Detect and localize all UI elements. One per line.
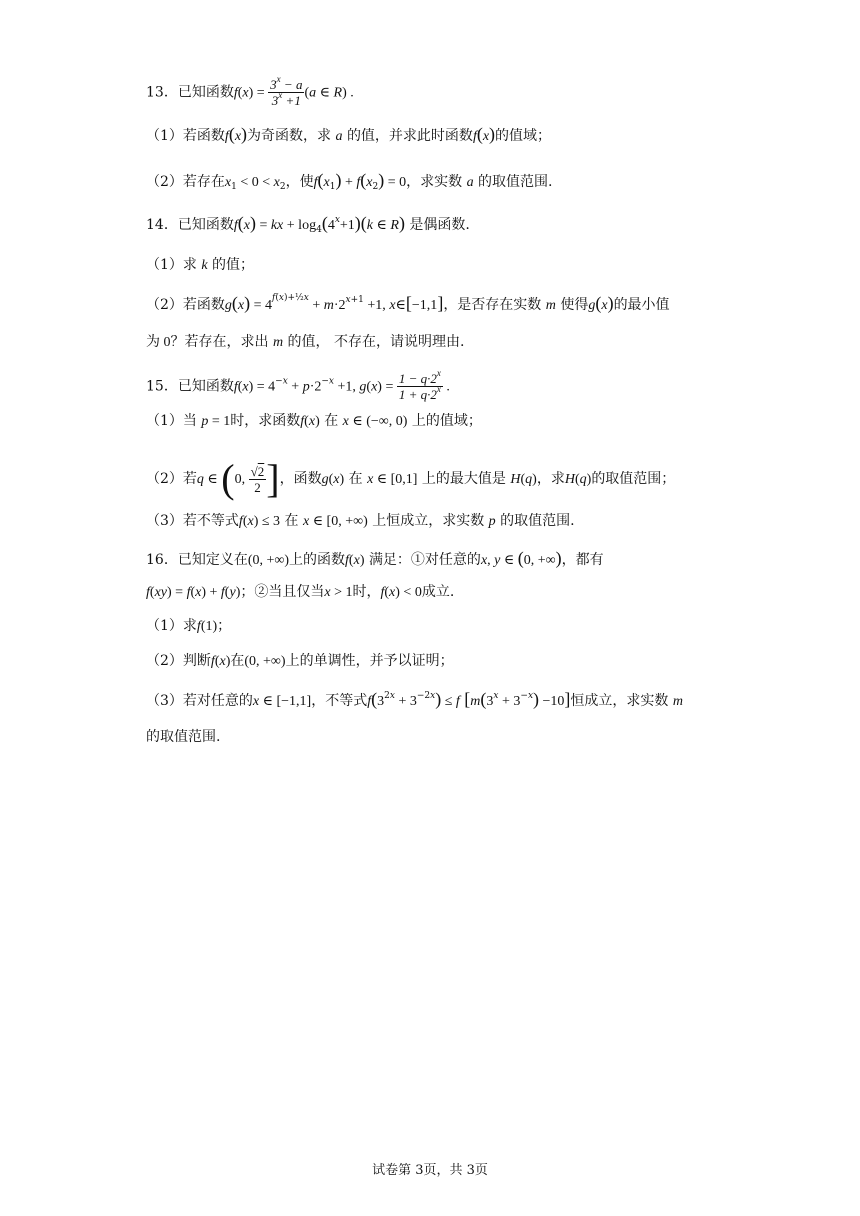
q15-intro-line: 15．已知函数$f(x) = 4^{-x} + p\cdot 2^{-x} +1$, g(x) = $\frac{1 - q\cdot 2^x}{1 + q\cdot 2^x}$ . <box>146 368 450 402</box>
q14-intro-line: 14．已知函数f(x) = kx + $\log_4(4^x+1)(k$ ∈ R) 是偶函数. <box>146 213 470 235</box>
q14-part2-cont: 为 0？若存在，求出 m 的值， 不存在，请说明理由. <box>146 334 465 350</box>
q13-function-formula: f <box>233 85 238 101</box>
q14-part2: （2）若函数$g(x) = 4^{f(x)+\frac{1}{2}x} + m\cdot 2^{x+1} +1$, x∈[−1,1]，是否存在实数 m 使得g(x)的最小值 <box>146 293 670 313</box>
q16-part3-cont: 的取值范围. <box>146 729 221 745</box>
q15-part3: （3）若不等式f(x) ≤ 3 在 x ∈ [0, +∞) 上恒成立，求实数 p 的取值范围. <box>146 513 575 529</box>
q13-part1: （1）若函数f(x)为奇函数，求 a 的值，并求此时函数f(x)的值域； <box>146 124 552 144</box>
page-footer: 试卷第 3页，共 3页 <box>372 1163 488 1178</box>
q13-intro-line: 13．已知函数f(x) = $\frac{3^x - a}{3^x +1}$ (a ∈ R) . <box>146 74 354 108</box>
q16-intro-line2: f(xy) = f(x) + f(y)；②当且仅当x > 1时，f(x) < 0成立. <box>146 584 455 600</box>
q16-part2: （2）判断f(x)在(0, +∞)上的单调性，并予以证明； <box>146 653 454 669</box>
q14-part1: （1）求 k 的值； <box>146 257 255 273</box>
q13-intro-text: 13．已知函数 <box>146 84 234 101</box>
q16-part3: （3）若对任意的x ∈ [−1,1]，不等式$f(3^{2x} + 3^{-2x}) \le f$ $[m(3^x + 3^{-x}) -10]$恒成立，求实数 m <box>146 689 683 709</box>
q16-intro-line: 16．已知定义在(0, +∞)上的函数f(x) 满足：①对任意的x, y ∈ (0, +∞)，都有 <box>146 548 604 568</box>
q13-fraction: $\frac{3^x - a}{3^x +1}$ <box>270 74 303 108</box>
q13-part2: （2）若存在$x_1 < 0 < x_2$，使$f(x_1) + f(x_2) = 0$，求实数 a 的取值范围. <box>146 170 553 192</box>
q16-part1: （1）求f(1)； <box>146 618 232 634</box>
q15-part2: （2）若q ∈ (0, $\frac{√2}{2}$ ]，函数g(x) 在 x ∈ [0,1] 上的最大值是 H(q)，求H(q)的取值范围； <box>146 456 676 501</box>
q15-part1: （1）当 p = 1时，求函数f(x) 在 x ∈ (−∞, 0) 上的值域； <box>146 413 482 429</box>
